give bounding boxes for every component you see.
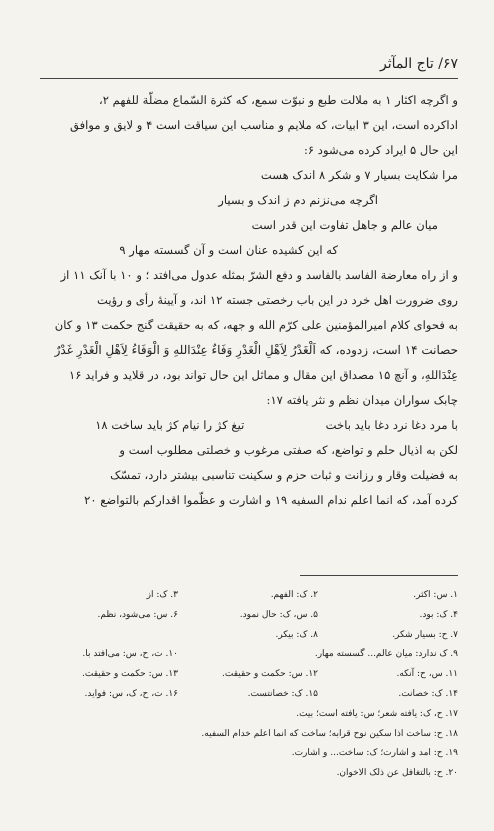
footnote: ۱۲. س: حکمت و حقیقت. [222,669,318,680]
text-line: چابک سواران میدان نظم و نثر یافته ۱۷: [266,393,458,407]
verse-line: که این کشیده عنان است و آن گسسته مهار ۹ [119,243,338,257]
verse-line: میان عالم و جاهل تفاوت این قدر است [251,218,438,232]
footnote: ۷. ح: بسیار شکر. [392,629,458,640]
footnote: ۲. ک: الفهم. [270,590,318,600]
footnote-row [36,665,458,685]
text-line: عِنْدَاللهِ، و آنچ ۱۵ مصداق این مقال و مماثل این حال تواند بود، در قلاید و فراید ۱۶ [69,368,458,382]
text-line: و از راه معارضة الفاسد بالفاسد و دفع الشرّ بمثله عدول می‌افتد ؛ و ۱۰ با آنک ۱۱ از [60,268,458,282]
hemistich-right: با مرد دغا نرد دغا باید باخت [325,418,458,432]
footnote: ۲۰. ح: بالتغافل عن ذلک الاخوان. [336,768,458,779]
running-header: ۶۷/ تاج المآثر [380,56,458,72]
text-line: و اگرچه اکثار ۱ به ملالت طبع و نبوّت سمع، که کثرة السّماع مضلّة للفهم ۲، [98,93,458,107]
footnote: ۱۶. ت، ح، ک، س: فواید. [84,688,178,699]
text-line: اداکرده است، این ۳ ابیات، که ملایم و مناسب این سیاقت است ۴ و لایق و موافق [69,118,458,132]
text-line: حصانت ۱۴ است، زدوده، که اَلْغَدْرُ لِاَهْلِ الْغَدْرِ وَفَاءٌ عِنْدَاللهِ وَ الْوَفَاءُ لِاَهْلِ الْغَدْرِ غَدْرٌ [54,343,458,357]
footnote: ۱۵. ک: خصانتست. [247,688,318,699]
footnote-row [36,685,458,705]
text-line: روی ضرورت اهل خرد در این باب رخصتی جسته ۱۲ اند، و آیینهٔ رأی و رؤیت [97,293,458,307]
footnote: ۴. ک: بود. [419,609,458,620]
footnote-row [36,586,458,606]
text-line: به فحوای کلام امیرالمؤمنین علی کرّم الله و جهه، که به حقیقت گنج حکمت ۱۳ و کان [54,318,458,332]
footnote: ۹. ک ندارد: میان عالم... گسسته مهار. [314,649,458,660]
footnote: ۱۴. ک: خصانت. [398,688,458,699]
footnote: ۱۳. س: حکمت و حقیقت. [82,669,178,680]
verse-couplet [36,413,458,438]
text-line: به فضیلت وقار و رزانت و ثبات حزم و سکینت تناسبی بیشتر دارد، تمسّک [110,468,458,482]
text-line: لکن به اذیال حلم و تواضع، که صفتی مرغوب و خصلتی مطلوب است و [119,443,458,457]
hemistich-left: تیغ کژ را نیام کژ باید ساخت ۱۸ [95,418,245,432]
footnote: ۳. ک: از [146,590,178,600]
footnote: ۸. ک: بیکر. [275,629,318,640]
verse-line: مرا شکایت بسیار ۷ و شکر ۸ اندک هست [260,168,458,182]
footnote: ۱۷. ح، ک: یافته شعر؛ س: یافته است؛ بیت. [296,708,458,719]
footnote: ۱۱. س، ح: آنکه. [396,669,458,680]
verse-line: اگرچه می‌نزنم دم ز اندک و بسیار [218,193,378,207]
footnote: ۱۰. ت، ح، س: می‌افتد با. [82,649,178,660]
footnote: ۱۹. ح: امد و اشارت؛ ک: ساخت... و اشارت. [291,748,458,759]
footnotes [36,586,458,784]
footnote-row [36,606,458,626]
footnote: ۶. س: می‌شود، نظم. [97,609,178,620]
footnote-row [36,626,458,646]
text-line: این حال ۵ ایراد کرده می‌شود ۶: [303,143,458,157]
footnote: ۱۸. ح: ساخت اذا سکین نوح قرابه؛ ساخت که انما اعلم خدام السفیه. [201,728,458,739]
footnote: ۱. س: اکثر. [413,590,458,600]
text-line: کرده آمد، که انما اعلم ندام السفیه ۱۹ و اشارت و عظّموا اقدارکم بالتواضع ۲۰ [84,493,458,507]
footnote-row [36,645,458,665]
header-rule [40,78,458,79]
main-text [36,88,458,513]
footnote: ۵. س، ک: حال نمود. [239,609,318,620]
footnote-rule [300,575,458,576]
